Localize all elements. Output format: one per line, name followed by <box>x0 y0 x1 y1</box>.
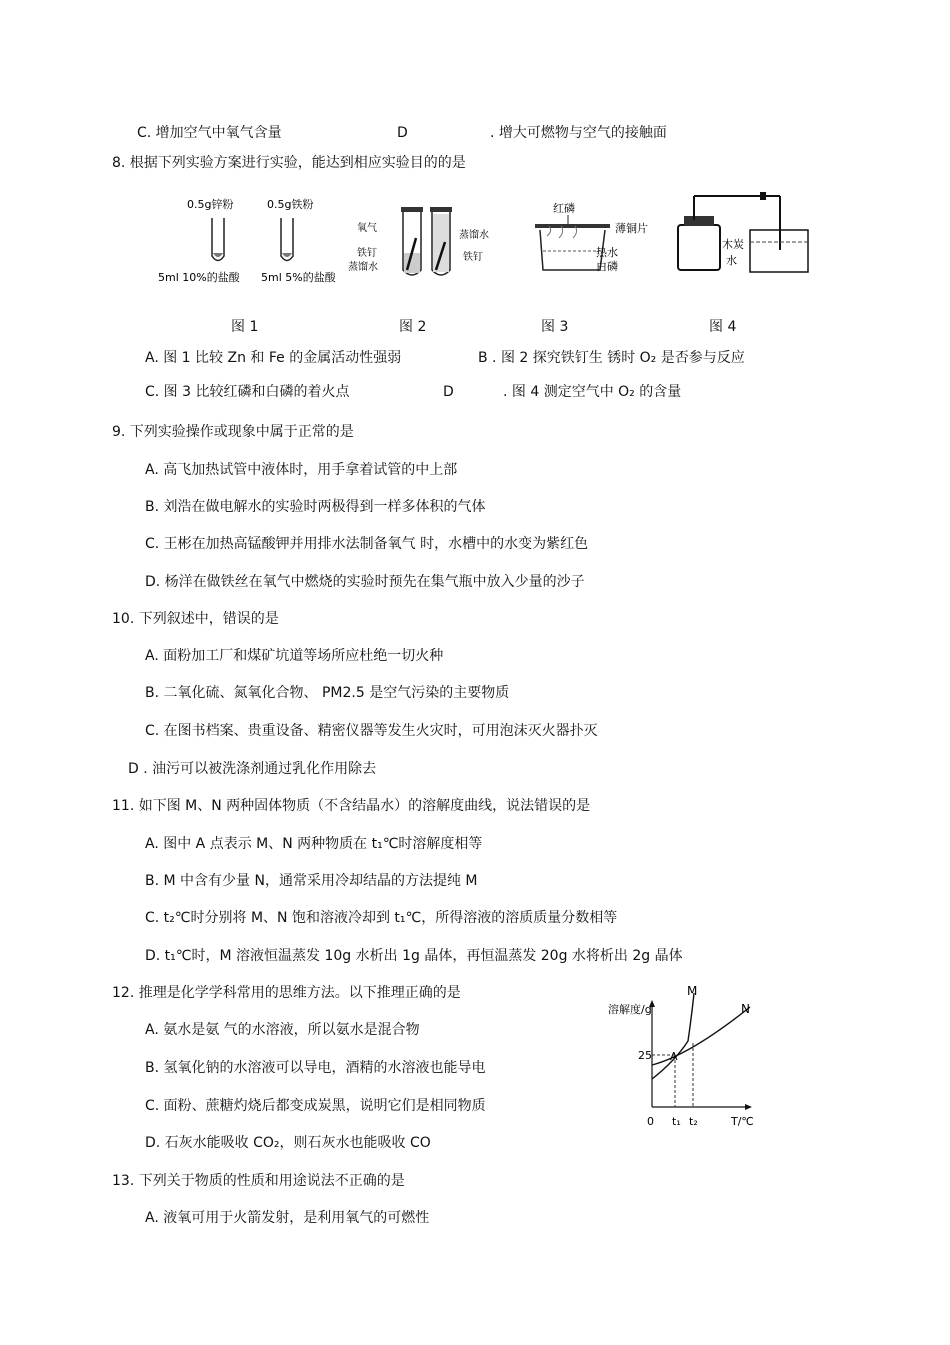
q12-stem: 12. 推理是化学学科常用的思维方法。以下推理正确的是 <box>112 985 461 1001</box>
fig2-nail-label-2: 铁钉 <box>463 252 483 263</box>
q12-option-b: B. 氢氧化钠的水溶液可以导电，酒精的水溶液也能导电 <box>145 1060 486 1076</box>
chart-origin-label: 0 <box>647 1115 654 1128</box>
q9-stem: 9. 下列实验操作或现象中属于正常的是 <box>112 424 354 440</box>
figure-4 <box>670 190 815 280</box>
fig4-caption: 图 4 <box>709 319 737 335</box>
fig3-white-p-label: 白磷 <box>596 260 618 273</box>
q13-option-a: A. 液氧可用于火箭发射，是利用氧气的可燃性 <box>145 1210 430 1226</box>
q13-stem: 13. 下列关于物质的性质和用途说法不正确的是 <box>112 1173 405 1189</box>
chart-x-arrow <box>745 1104 752 1110</box>
chart-y-label: 溶解度/g <box>608 1003 652 1016</box>
fig4-charcoal-label: 木炭 <box>722 238 744 251</box>
q11-stem: 11. 如下图 M、N 两种固体物质（不含结晶水）的溶解度曲线，说法错误的是 <box>112 798 591 814</box>
q12-option-c: C. 面粉、蔗糖灼烧后都变成炭黑，说明它们是相同物质 <box>145 1098 486 1114</box>
q8-option-b: B . 图 2 探究铁钉生 锈时 O₂ 是否参与反应 <box>478 350 745 366</box>
chart-series-n-label: N <box>741 1002 750 1016</box>
q12-option-d: D. 石灰水能吸收 CO₂，则石灰水也能吸收 CO <box>145 1135 431 1151</box>
fig2-caption: 图 2 <box>399 319 427 335</box>
q10-stem: 10. 下列叙述中，错误的是 <box>112 611 279 627</box>
q8-option-c: C. 图 3 比较红磷和白磷的着火点 <box>145 384 350 400</box>
fig4-water-label: 水 <box>726 254 737 267</box>
q11-option-d: D. t₁℃时，M 溶液恒温蒸发 10g 水析出 1g 晶体，再恒温蒸发 20g 水将析出 2g 晶体 <box>145 948 683 964</box>
chart-series-n-line <box>652 1007 750 1065</box>
fig2-water-label-2: 蒸馏水 <box>459 230 489 241</box>
chart-series-m-line <box>652 993 694 1079</box>
chart-series-m-label: M <box>687 984 698 998</box>
q9-option-b: B. 刘浩在做电解水的实验时两极得到一样多体积的气体 <box>145 499 486 515</box>
q10-option-a: A. 面粉加工厂和煤矿坑道等场所应杜绝一切火种 <box>145 648 444 664</box>
fig2-water-label-1: 蒸馏水 <box>348 262 378 273</box>
figure-3 <box>525 196 660 281</box>
chart-x-tick-t2: t₂ <box>689 1115 698 1128</box>
fig1-acid-5-label: 5ml 5%的盐酸 <box>261 271 336 284</box>
q10-option-c: C. 在图书档案、贵重设备、精密仪器等发生火灾时，可用泡沫灭火器扑灭 <box>145 723 598 739</box>
fig3-hot-water-label: 热水 <box>596 246 618 259</box>
solubility-chart <box>600 983 770 1133</box>
q7-option-d-letter: D <box>397 125 408 141</box>
q10-option-d: D . 油污可以被洗涤剂通过乳化作用除去 <box>128 761 377 777</box>
figure-2 <box>345 198 520 288</box>
fig2-oxygen-label: 氧气 <box>357 223 377 234</box>
q11-option-a: A. 图中 A 点表示 M、N 两种物质在 t₁℃时溶解度相等 <box>145 836 483 852</box>
chart-x-label: T/℃ <box>731 1115 754 1128</box>
chart-x-tick-t1: t₁ <box>672 1115 681 1128</box>
fig3-cu-label: 薄铜片 <box>615 222 648 235</box>
fig3-red-p-label: 红磷 <box>553 202 575 215</box>
q8-stem: 8. 根据下列实验方案进行实验，能达到相应实验目的的是 <box>112 155 466 171</box>
q11-option-c: C. t₂℃时分别将 M、N 饱和溶液冷却到 t₁℃，所得溶液的溶质质量分数相等 <box>145 910 618 926</box>
fig1-acid-10-label: 5ml 10%的盐酸 <box>158 271 240 284</box>
q7-option-d: . 增大可燃物与空气的接触面 <box>490 125 667 141</box>
q9-option-a: A. 高飞加热试管中液体时，用手拿着试管的中上部 <box>145 462 458 478</box>
q10-option-b: B. 二氧化硫、氮氧化合物、 PM2.5 是空气污染的主要物质 <box>145 685 510 701</box>
q8-option-d: . 图 4 测定空气中 O₂ 的含量 <box>503 384 682 400</box>
q11-option-b: B. M 中含有少量 N，通常采用冷却结晶的方法提纯 M <box>145 873 478 889</box>
fig1-zn-label: 0.5g锌粉 <box>187 198 234 211</box>
fig2-nail-label-1: 铁钉 <box>357 248 377 259</box>
q9-option-d: D. 杨洋在做铁丝在氧气中燃烧的实验时预先在集气瓶中放入少量的沙子 <box>145 574 585 590</box>
q12-option-a: A. 氨水是氨 气的水溶液，所以氨水是混合物 <box>145 1022 420 1038</box>
chart-y-tick-25: 25 <box>638 1049 652 1062</box>
q7-option-c: C. 增加空气中氧气含量 <box>137 125 282 141</box>
figure-1 <box>155 193 350 288</box>
chart-point-a-label: A <box>670 1050 678 1063</box>
fig3-caption: 图 3 <box>541 319 569 335</box>
q9-option-c: C. 王彬在加热高锰酸钾并用排水法制备氧气 时，水槽中的水变为紫红色 <box>145 536 589 552</box>
fig1-fe-label: 0.5g铁粉 <box>267 198 314 211</box>
q8-option-a: A. 图 1 比较 Zn 和 Fe 的金属活动性强弱 <box>145 350 402 366</box>
q8-option-d-letter: D <box>443 384 454 400</box>
fig1-caption: 图 1 <box>231 319 259 335</box>
